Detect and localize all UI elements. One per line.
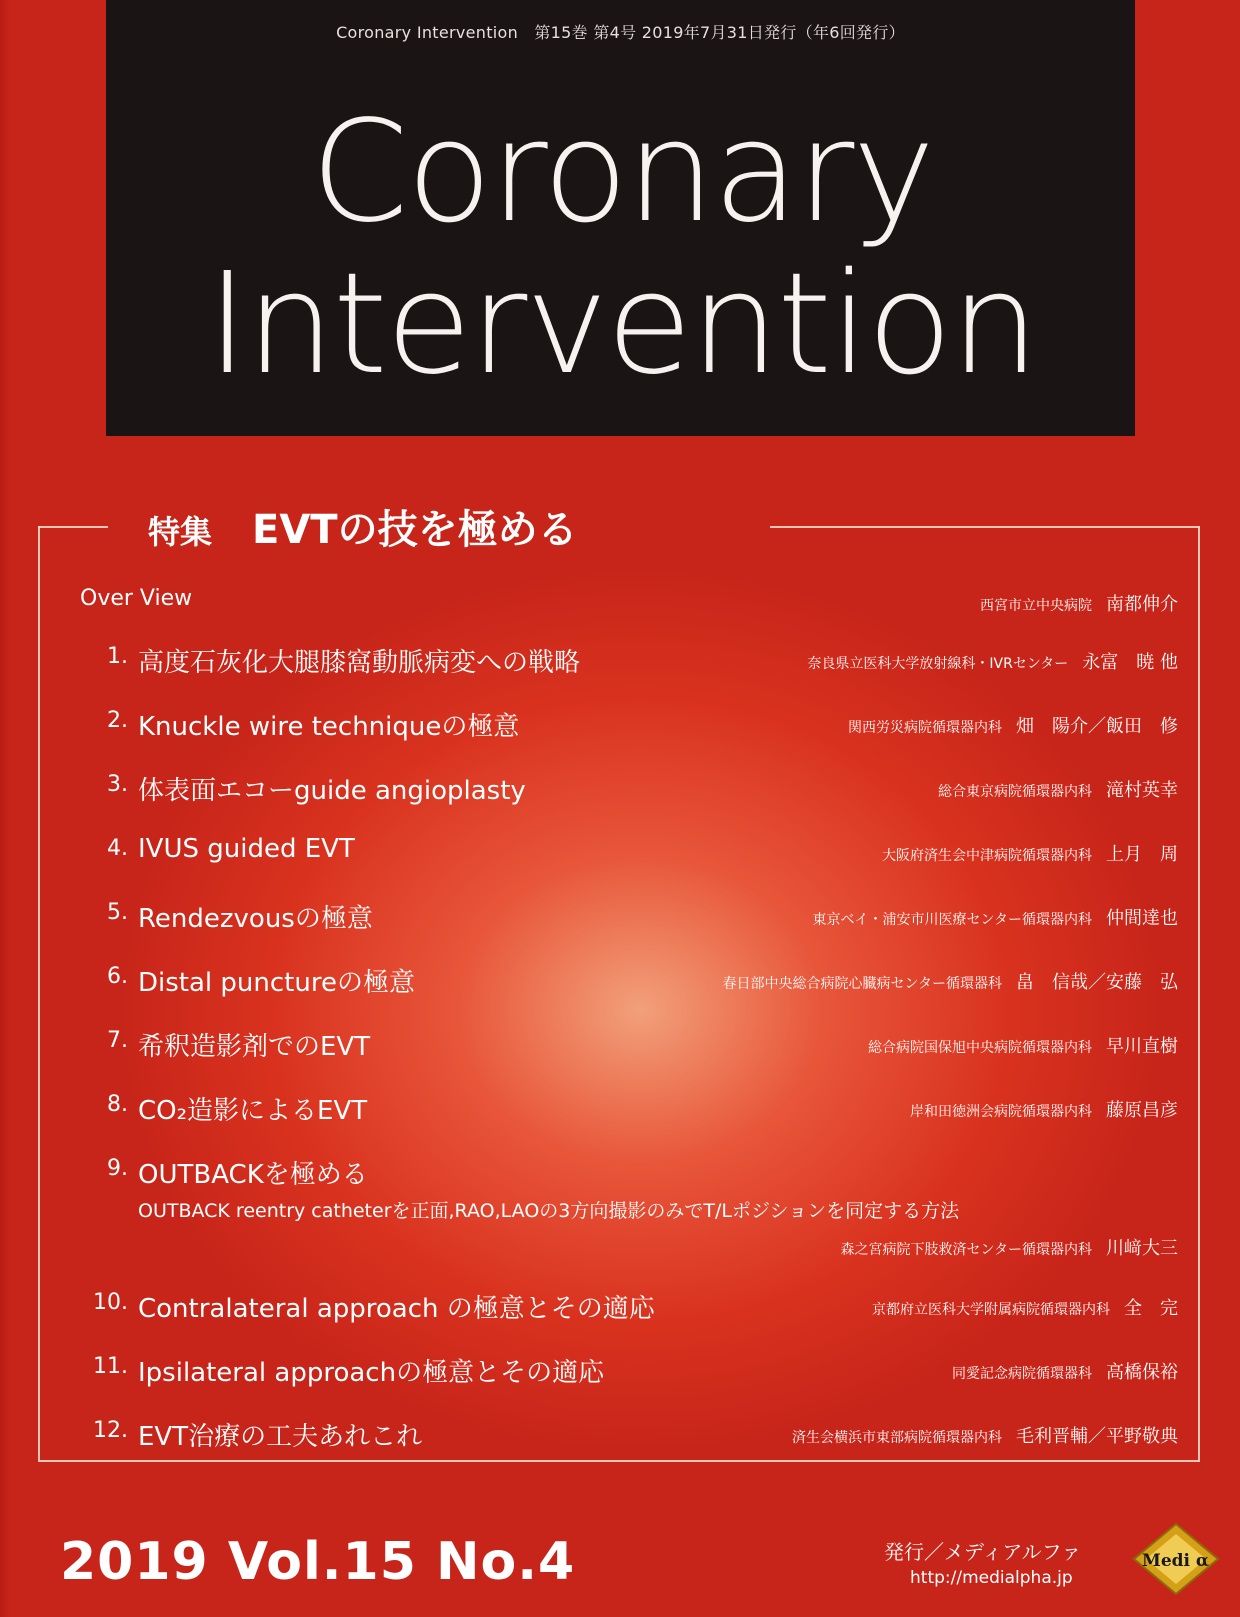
toc-number: 4. xyxy=(107,836,128,861)
toc-author-name: 川﨑大三 xyxy=(1106,1238,1178,1259)
toc-number: 7. xyxy=(107,1028,128,1053)
toc-author xyxy=(910,1096,1178,1122)
toc-number: 10. xyxy=(93,1290,128,1315)
toc-author-name: 高橋保裕 xyxy=(1106,1362,1178,1383)
journal-title-line1: Coronary xyxy=(310,91,934,254)
toc-title: OUTBACKを極める xyxy=(138,1160,368,1190)
toc-author-name: 毛利晋輔／平野敬典 xyxy=(1016,1426,1178,1447)
frame-top-right xyxy=(770,526,1200,528)
toc-title: 希釈造影剤でのEVT xyxy=(138,1032,371,1062)
toc-author xyxy=(952,1358,1178,1384)
toc-title: CO₂造影によるEVT xyxy=(138,1096,368,1126)
toc-author xyxy=(723,968,1178,994)
toc-number: 1. xyxy=(107,644,128,669)
toc-item-author-row xyxy=(0,1228,1240,1268)
toc-title: Distal punctureの極意 xyxy=(138,968,415,998)
toc-item[interactable] xyxy=(0,1416,1240,1456)
toc-item[interactable] xyxy=(0,962,1240,1002)
toc-title: Rendezvousの極意 xyxy=(138,904,373,934)
toc-title: 体表面エコーguide angioplasty xyxy=(138,776,526,806)
issue-info: Coronary Intervention 第15巻 第4号 2019年7月31日発行（年6回発行） xyxy=(336,23,905,42)
toc-author xyxy=(882,840,1178,866)
toc-number: 5. xyxy=(107,900,128,925)
toc-item[interactable] xyxy=(0,1352,1240,1392)
toc-author-name: 早川直樹 xyxy=(1106,1036,1178,1057)
toc-item[interactable] xyxy=(0,898,1240,938)
toc-author-name: 畠 信哉／安藤 弘 xyxy=(1016,972,1178,993)
toc-number: 2. xyxy=(107,708,128,733)
toc-item[interactable] xyxy=(0,642,1240,682)
toc-author xyxy=(868,1032,1178,1058)
frame-top-left xyxy=(38,526,108,528)
toc-number: 9. xyxy=(107,1156,128,1181)
toc-author-name: 藤原昌彦 xyxy=(1106,1100,1178,1121)
toc-affiliation: 岸和田徳洲会病院循環器内科 xyxy=(910,1104,1092,1120)
toc-affiliation: 森之宮病院下肢救済センター循環器内科 xyxy=(840,1242,1092,1258)
toc-author xyxy=(813,904,1178,930)
medialpha-logo xyxy=(1130,1522,1222,1596)
toc-author xyxy=(807,648,1178,674)
toc-number: 3. xyxy=(107,772,128,797)
toc-title: 高度石灰化大腿膝窩動脈病変への戦略 xyxy=(138,648,581,678)
toc-number: 6. xyxy=(107,964,128,989)
toc-affiliation: 大阪府済生会中津病院循環器内科 xyxy=(882,848,1092,864)
toc-item[interactable] xyxy=(0,834,1240,874)
toc-affiliation: 京都府立医科大学附属病院循環器内科 xyxy=(872,1302,1110,1318)
toc-item[interactable] xyxy=(0,706,1240,746)
overview-author-name: 南都伸介 xyxy=(1106,594,1178,615)
toc-number: 8. xyxy=(107,1092,128,1117)
toc-author-name: 永富 暁 他 xyxy=(1082,652,1178,673)
toc-affiliation: 奈良県立医科大学放射線科・IVRセンター xyxy=(807,656,1069,672)
volume-number: 2019 Vol.15 No.4 xyxy=(60,1532,576,1592)
toc-item[interactable] xyxy=(0,1154,1240,1194)
toc-item[interactable] xyxy=(0,1288,1240,1328)
toc-subtitle: OUTBACK reentry catheterを正面,RAO,LAOの3方向撮影のみでT/Lポジションを同定する方法 xyxy=(138,1200,960,1222)
publisher-url[interactable]: http://medialpha.jp xyxy=(910,1568,1073,1588)
overview-label: Over View xyxy=(80,586,193,611)
toc-title: Knuckle wire techniqueの極意 xyxy=(138,712,520,742)
toc-author xyxy=(938,776,1178,802)
toc-item[interactable] xyxy=(0,1090,1240,1130)
toc-title: EVT治療の工夫あれこれ xyxy=(138,1422,423,1452)
publisher: 発行／メディアルファ xyxy=(884,1540,1082,1564)
toc-title: Ipsilateral approachの極意とその適応 xyxy=(138,1358,605,1388)
toc-title: IVUS guided EVT xyxy=(138,834,355,864)
toc-author-name: 上月 周 xyxy=(1106,844,1178,865)
toc-number: 12. xyxy=(93,1418,128,1443)
toc-affiliation: 東京ベイ・浦安市川医療センター循環器内科 xyxy=(812,912,1092,928)
toc-author-name: 畑 陽介／飯田 修 xyxy=(1016,716,1178,737)
feature-heading xyxy=(148,498,578,555)
toc-author xyxy=(872,1294,1178,1320)
toc-affiliation: 総合病院国保旭中央病院循環器内科 xyxy=(868,1040,1092,1056)
feature-title: EVTの技を極める xyxy=(252,507,578,553)
overview-affiliation: 西宮市立中央病院 xyxy=(980,598,1092,614)
toc-number: 11. xyxy=(93,1354,128,1379)
toc-author xyxy=(792,1422,1178,1448)
toc-author xyxy=(841,1234,1178,1260)
overview-author xyxy=(980,590,1178,616)
feature-label: 特集 xyxy=(148,513,213,551)
toc-author-name: 滝村英幸 xyxy=(1106,780,1178,801)
toc-affiliation: 春日部中央総合病院心臓病センター循環器科 xyxy=(722,976,1002,992)
toc-item[interactable] xyxy=(0,770,1240,810)
journal-title-line2: Intervention xyxy=(206,243,1038,406)
toc-author xyxy=(848,712,1178,738)
toc-author-name: 仲間達也 xyxy=(1106,908,1178,929)
toc-affiliation: 済生会横浜市東部病院循環器内科 xyxy=(792,1430,1002,1446)
toc-affiliation: 関西労災病院循環器内科 xyxy=(848,720,1002,736)
logo-text: Medi α xyxy=(1142,1551,1209,1571)
toc-title: Contralateral approach の極意とその適応 xyxy=(138,1294,655,1324)
toc-affiliation: 同愛記念病院循環器科 xyxy=(952,1366,1092,1382)
toc-author-name: 全 完 xyxy=(1124,1298,1178,1319)
toc-item[interactable] xyxy=(0,1026,1240,1066)
toc-affiliation: 総合東京病院循環器内科 xyxy=(938,784,1092,800)
